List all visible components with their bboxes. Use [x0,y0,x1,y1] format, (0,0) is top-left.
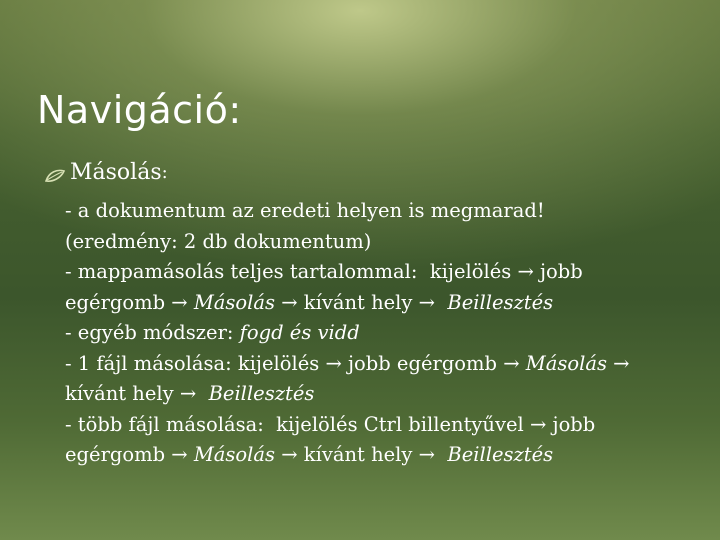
body-line [65,196,705,227]
italic-text: Másolás [193,290,276,314]
bullet-body [65,196,705,471]
line-text: egérgomb → [65,443,194,466]
body-line [65,349,705,380]
line-text: → [606,351,630,375]
line-text: - a dokumentum az eredeti helyen is megmarad! [65,199,545,222]
body-line [65,379,705,410]
line-text: - több fájl másolása: kijelölés Ctrl billentyűvel → jobb [65,412,596,436]
line-text: - 1 fájl másolása: kijelölés → jobb egérgomb → [65,351,526,375]
body-line [65,288,705,319]
line-text: (eredmény: 2 db dokumentum) [65,229,372,253]
leaf-bullet-icon [44,165,66,181]
italic-text: Beillesztés [208,382,315,405]
italic-text: Beillesztés [447,443,554,466]
body-line [65,410,705,441]
bullet-suffix: : [161,162,168,184]
line-text: - mappamásolás teljes tartalommal: kijelölés → jobb [65,260,583,283]
italic-text: Másolás [525,351,607,375]
line-text: - egyéb módszer: [65,321,240,344]
italic-text: Beillesztés [447,290,554,314]
italic-text: fogd és vidd [239,321,360,344]
body-line [65,257,705,288]
body-line [65,318,705,349]
slide-title: Navigáció: [37,88,242,132]
italic-text: Másolás [193,443,276,466]
bullet-item-masolas [44,160,168,186]
line-text: → kívánt hely → [275,443,448,466]
bullet-label: Másolás [70,160,162,185]
line-text: egérgomb → [65,290,194,314]
line-text: → kívánt hely → [275,290,448,314]
line-text: kívánt hely → [65,382,209,405]
body-line [65,227,705,258]
body-line [65,440,705,471]
